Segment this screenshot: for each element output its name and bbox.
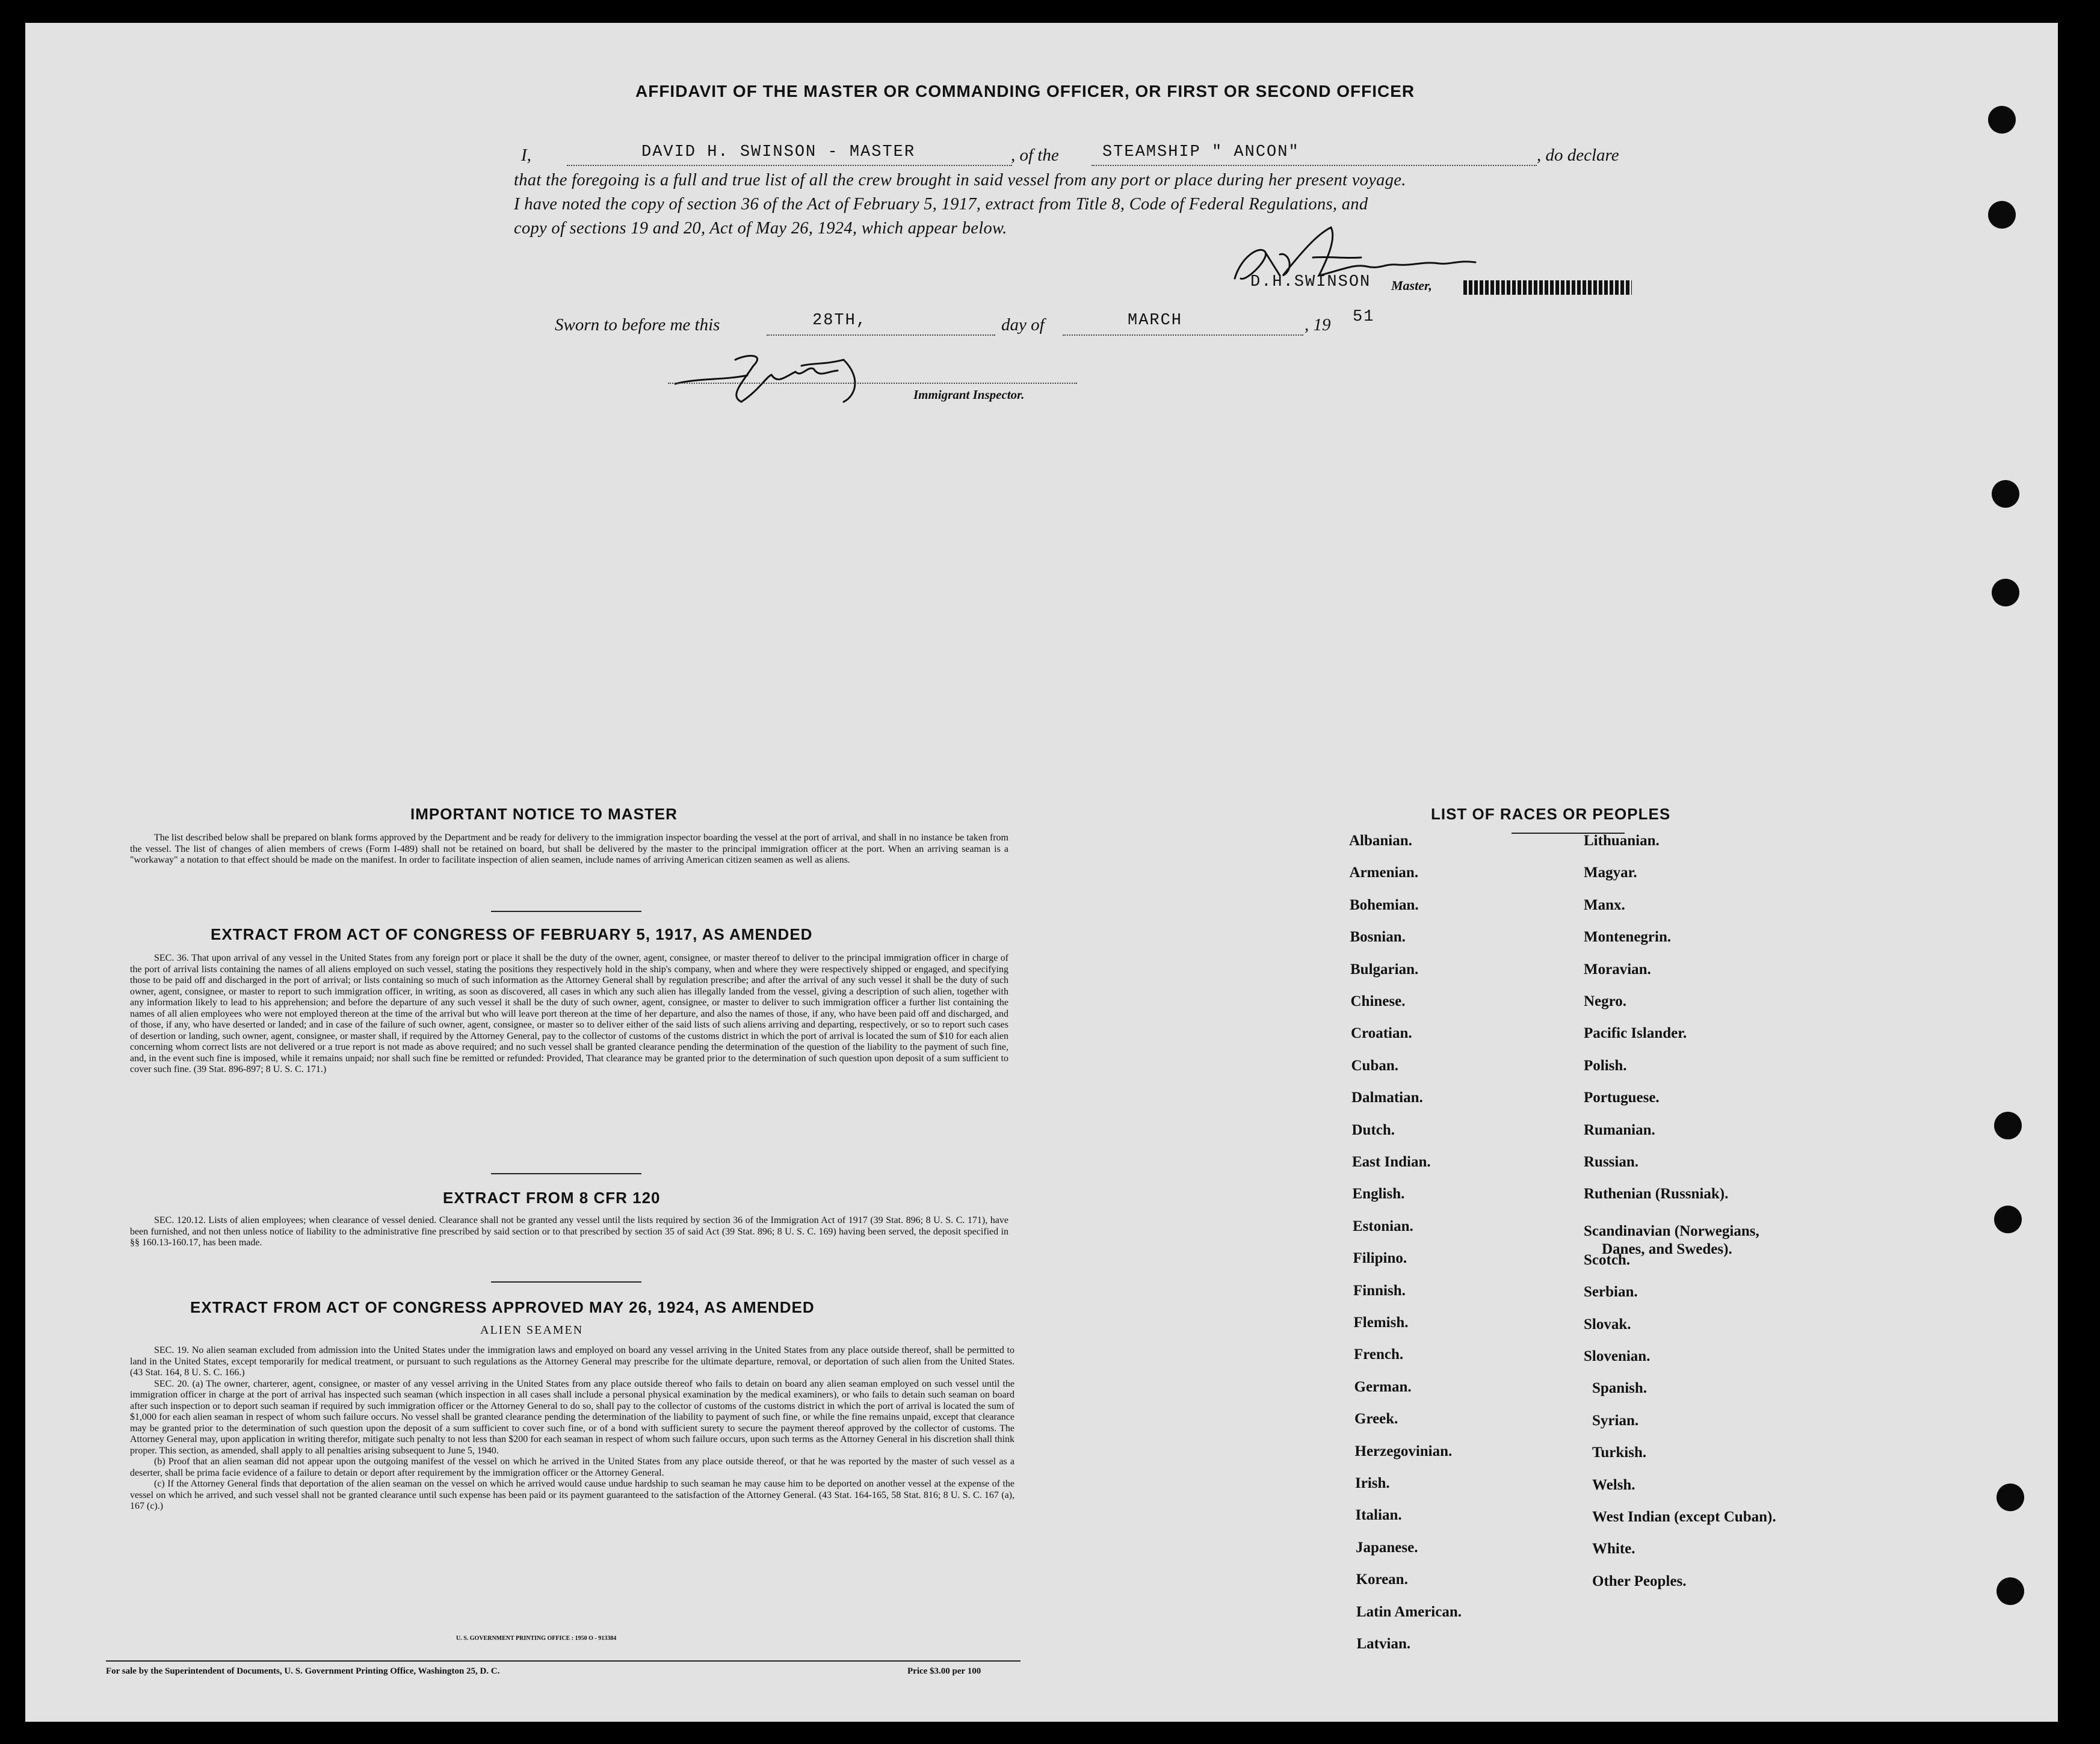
race-item: Estonian. bbox=[1353, 1218, 1413, 1234]
name-line bbox=[567, 165, 1012, 166]
punch-hole bbox=[1997, 1484, 2024, 1511]
race-item: French. bbox=[1354, 1346, 1404, 1363]
vessel-line bbox=[1092, 165, 1537, 166]
race-item: Latin American. bbox=[1356, 1603, 1462, 1620]
race-item: Slovenian. bbox=[1584, 1348, 1651, 1365]
punch-hole bbox=[1992, 579, 2019, 606]
section-20a: SEC. 20. (a) The owner, charterer, agent, consignee, or master of any vessel arriving in the United States from any place outside thereof who fails to detain on board any alien seaman employed on such vessel until the immigration officer in charge at the port of arrival has inspected such seaman (which inspection in all cases shall include a personal physical examination by the medical examiners), or who fails to detain such seaman on board after such inspection or to deport such seaman if required by such immigration officer or the Attorney General to do so, shall pay to the collector of customs of the customs district in which the port of arrival is located the sum of $1,000 for each alien seaman in respect of whom such failure occurs. No vessel shall be granted clearance pending the determination of the liability to payment of such fine, or while the fine remains unpaid, except that clearance may be granted prior to the determination of such question upon the deposit of a sum sufficient to cover such fine, or of a bond with sufficient surety to secure the payment thereof approved by the collector of customs. The Attorney General may, upon application in writing therefor, mitigate such penalty to not less than $200 for each seaman in respect of whom such failure occurs, upon such terms as the Attorney General in his discretion shall think proper. This section, as amended, shall apply to all penalties arising subsequent to June 5, 1940. bbox=[130, 1378, 1014, 1456]
divider bbox=[491, 1281, 641, 1283]
month-line bbox=[1063, 334, 1303, 336]
vessel-name: STEAMSHIP " ANCON" bbox=[1102, 143, 1300, 161]
footer-rule bbox=[106, 1660, 1021, 1662]
price-notice: Price $3.00 per 100 bbox=[907, 1666, 981, 1676]
extract-1917-title: EXTRACT FROM ACT OF CONGRESS OF FEBRUARY 5, 1917, AS AMENDED bbox=[211, 925, 813, 943]
race-item: Moravian. bbox=[1584, 961, 1651, 978]
punch-hole bbox=[1988, 201, 2016, 229]
extract-cfr-body: SEC. 120.12. Lists of alien employees; when clearance of vessel denied. Clearance shall not be granted any vessel until the lists required by section 36 of the Immigration Act of 1917 (39 Stat. 896; 8 U. S. C. 171), have been furnished, and not then unless notice of liability to the administrative fine prescribed by said section or to that prescribed by section 35 of said Act (39 Stat. 896; 8 U. S. C. 169) having been served, the deposit specified in §§ 160.13-160.17, has been made. bbox=[130, 1215, 1008, 1248]
race-item: Flemish. bbox=[1353, 1314, 1409, 1331]
affidavit-line-3: I have noted the copy of section 36 of the Act of February 5, 1917, extract from Title 8, Code of Federal Regulations, and bbox=[514, 195, 1368, 214]
race-item: Bosnian. bbox=[1350, 929, 1406, 946]
extract-1924-subtitle: ALIEN SEAMEN bbox=[480, 1323, 584, 1337]
race-item: Ruthenian (Russniak). bbox=[1584, 1186, 1729, 1203]
inspector-signature bbox=[663, 342, 892, 414]
race-item: Montenegrin. bbox=[1584, 929, 1672, 946]
races-title: LIST OF RACES OR PEOPLES bbox=[1431, 805, 1671, 823]
sworn-label: Sworn to before me this bbox=[555, 315, 720, 334]
document-sheet bbox=[25, 23, 2058, 1722]
affidavit-line-4: copy of sections 19 and 20, Act of May 26, 1924, which appear below. bbox=[514, 219, 1007, 238]
race-item: Latvian. bbox=[1356, 1636, 1411, 1652]
struck-out-text bbox=[1463, 280, 1632, 295]
punch-hole bbox=[1994, 1112, 2022, 1139]
inspector-label: Immigrant Inspector. bbox=[913, 387, 1025, 402]
day-line bbox=[767, 334, 995, 336]
race-item: Scandinavian (Norwegians, bbox=[1584, 1222, 1759, 1239]
race-item: Cuban. bbox=[1351, 1057, 1399, 1074]
race-item: Slovak. bbox=[1584, 1316, 1631, 1333]
race-item: Herzegovinian. bbox=[1354, 1443, 1453, 1459]
day-of-label: day of bbox=[1001, 315, 1045, 334]
sale-notice: For sale by the Superintendent of Documents, U. S. Government Printing Office, Washington 25, D. C. bbox=[106, 1666, 500, 1676]
affidavit-title: AFFIDAVIT OF THE MASTER OR COMMANDING OFFICER, OR FIRST OR SECOND OFFICER bbox=[635, 82, 1415, 100]
race-item: Spanish. bbox=[1592, 1380, 1648, 1397]
punch-hole bbox=[1997, 1577, 2024, 1605]
divider bbox=[491, 1173, 641, 1174]
race-item: Portuguese. bbox=[1584, 1089, 1660, 1106]
race-item: Dutch. bbox=[1351, 1121, 1395, 1138]
race-item: Pacific Islander. bbox=[1584, 1025, 1687, 1042]
inspector-line bbox=[668, 383, 1077, 384]
section-20b: (b) Proof that an alien seaman did not appear upon the outgoing manifest of the vessel on which he arrived in the United States from any place outside thereof, or that he was reported by the master of such vessel as a deserter, shall be prima facie evidence of a failure to detain or deport after requirement by the immigration officer or the Attorney General. bbox=[130, 1456, 1014, 1478]
punch-hole bbox=[1994, 1206, 2022, 1233]
race-item: Bohemian. bbox=[1350, 896, 1419, 913]
race-item: Irish. bbox=[1355, 1475, 1390, 1491]
race-item: Magyar. bbox=[1584, 864, 1637, 881]
section-19: SEC. 19. No alien seaman excluded from admission into the United States under the immigration laws and employed on board any vessel arriving in the United States from any place outside thereof, shall be permitted to land in the United States, except temporarily for medical treatment, or pursuant to such regulations as the Attorney General may prescribe for the ultimate departure, removal, or deportation of such alien from the United States. (43 Stat. 164, 8 U. S. C. 166.) bbox=[130, 1345, 1014, 1378]
punch-hole bbox=[1992, 480, 2019, 508]
race-item: English. bbox=[1352, 1186, 1405, 1203]
section-20c: (c) If the Attorney General finds that deportation of the alien seaman on the vessel on which he arrived would cause undue hardship to such seaman he may cause him to be deported on another vessel at the expense of the vessel on which he arrived, and such vessel shall not be granted clearance until such expense has been paid or its payment guaranteed to the satisfaction of the Attorney General. (43 Stat. 164-165, 58 Stat. 816; 8 U. S. C. 167 (a), 167 (c).) bbox=[130, 1479, 1014, 1511]
affidavit-line-2: that the foregoing is a full and true list of all the crew brought in said vessel from any port or place during her present voyage. bbox=[514, 171, 1406, 189]
race-item: Polish. bbox=[1584, 1057, 1627, 1074]
race-item: Croatian. bbox=[1351, 1025, 1412, 1042]
race-item: Italian. bbox=[1355, 1507, 1402, 1524]
typed-signature: D.H.SWINSON bbox=[1250, 273, 1371, 291]
race-item: Dalmatian. bbox=[1351, 1089, 1423, 1106]
master-label: Master, bbox=[1391, 278, 1432, 293]
extract-1924-body bbox=[130, 1345, 1014, 1512]
affidavit-i-label: I, bbox=[521, 146, 531, 165]
race-item: Korean. bbox=[1356, 1571, 1408, 1588]
race-item: Turkish. bbox=[1592, 1444, 1647, 1461]
race-item: Negro. bbox=[1584, 993, 1627, 1009]
race-item: Bulgarian. bbox=[1350, 961, 1419, 978]
race-item: Danes, and Swedes). bbox=[1602, 1240, 1732, 1257]
year-prefix: , 19 bbox=[1305, 315, 1331, 334]
divider bbox=[491, 911, 641, 912]
sworn-month: MARCH bbox=[1128, 312, 1183, 330]
race-item: Rumanian. bbox=[1584, 1121, 1655, 1138]
sworn-day: 28TH, bbox=[812, 312, 868, 330]
do-declare-label: , do declare bbox=[1537, 146, 1619, 165]
punch-hole bbox=[1988, 106, 2016, 134]
notice-body: The list described below shall be prepared on blank forms approved by the Department and be ready for delivery to the immigration inspector boarding the vessel at the port of arrival, and shall in no instance be taken from the vessel. The list of changes of alien members of crews (Form I-489) shall not be retained on board, but shall be delivered by the master to the principal immigration officer at the port. When an arriving seaman is a "workaway" a notation to that effect should be made on the manifest. In order to facilitate inspection of alien seamen, include names of arriving American citizen seamen as well as aliens. bbox=[130, 833, 1008, 865]
race-item: Other Peoples. bbox=[1592, 1573, 1687, 1589]
race-item: Filipino. bbox=[1353, 1250, 1407, 1267]
race-item: Scotch. bbox=[1584, 1251, 1631, 1268]
race-item: Welsh. bbox=[1592, 1476, 1635, 1493]
race-item: Manx. bbox=[1584, 896, 1625, 913]
race-item: Finnish. bbox=[1353, 1282, 1406, 1299]
race-item: Greek. bbox=[1354, 1411, 1398, 1428]
race-item: West Indian (except Cuban). bbox=[1592, 1509, 1776, 1526]
race-item: Serbian. bbox=[1584, 1284, 1638, 1301]
race-item: German. bbox=[1354, 1378, 1412, 1395]
race-item: East Indian. bbox=[1352, 1154, 1431, 1170]
race-item: Japanese. bbox=[1356, 1539, 1418, 1556]
gpo-imprint: U. S. GOVERNMENT PRINTING OFFICE : 1950 O - 913384 bbox=[456, 1635, 617, 1642]
race-item: Albanian. bbox=[1349, 833, 1412, 849]
race-item: Syrian. bbox=[1592, 1412, 1639, 1429]
race-item: White. bbox=[1592, 1541, 1635, 1558]
sworn-year: 51 bbox=[1353, 308, 1375, 326]
of-the-label: , of the bbox=[1011, 146, 1059, 165]
race-item: Lithuanian. bbox=[1584, 833, 1660, 849]
race-item: Chinese. bbox=[1350, 993, 1406, 1009]
extract-1924-title: EXTRACT FROM ACT OF CONGRESS APPROVED MAY 26, 1924, AS AMENDED bbox=[190, 1298, 815, 1316]
race-item: Armenian. bbox=[1349, 864, 1419, 881]
notice-title: IMPORTANT NOTICE TO MASTER bbox=[410, 805, 678, 823]
race-item: Russian. bbox=[1584, 1154, 1639, 1170]
extract-cfr-title: EXTRACT FROM 8 CFR 120 bbox=[443, 1189, 661, 1207]
master-name: DAVID H. SWINSON - MASTER bbox=[641, 143, 916, 161]
extract-1917-body: SEC. 36. That upon arrival of any vessel in the United States from any foreign port or place it shall be the duty of the owner, agent, consignee, or master thereof to deliver to the principal immigration officer in charge of the port of arrival lists containing the names of all aliens employed on such vessel, stating the positions they respectively hold in the ship's company, when and where they were respectively shipped or engaged, and specifying those to be paid off and discharged in the port of arrival; or lists containing so much of such information as the Attorney General shall by regulation prescribe; and after the arrival of any such vessel it shall be the duty of such owner, agent, consignee, or master to report to such immigration officer, in writing, as soon as discovered, all cases in which any such alien has illegally landed from the vessel, giving a description of such alien, together with any information likely to lead to his apprehension; and before the departure of any such vessel it shall be the duty of such owner, agent, consignee, or master to deliver to such immigration officer a further list containing the names of all alien employees who were not employed thereon at the time of the arrival but who will leave port thereon at the time of her departure, and also the names of those, if any, who have been paid off and discharged, and of those, if any, who have deserted or landed; and in case of the failure of such owner, agent, consignee, or master so to deliver either of the said lists of such aliens arriving and departing, respectively, or so to report such cases of desertion or landing, such owner, agent, consignee, or master shall, if required by the Attorney General, pay to the collector of customs of the customs district in which the port of arrival is located the sum of $10 for each alien concerning whom correct lists are not delivered or a true report is not made as above required; and no such vessel shall be granted clearance pending the determination of the question of the liability to the payment of such fine, and, in the event such fine is imposed, while it remains unpaid; nor shall such fine be remitted or refunded: Provided, That clearance may be granted prior to the determination of such question upon deposit of a sum sufficient to cover such fine. (39 Stat. 896-897; 8 U. S. C. 171.) bbox=[130, 953, 1008, 1074]
